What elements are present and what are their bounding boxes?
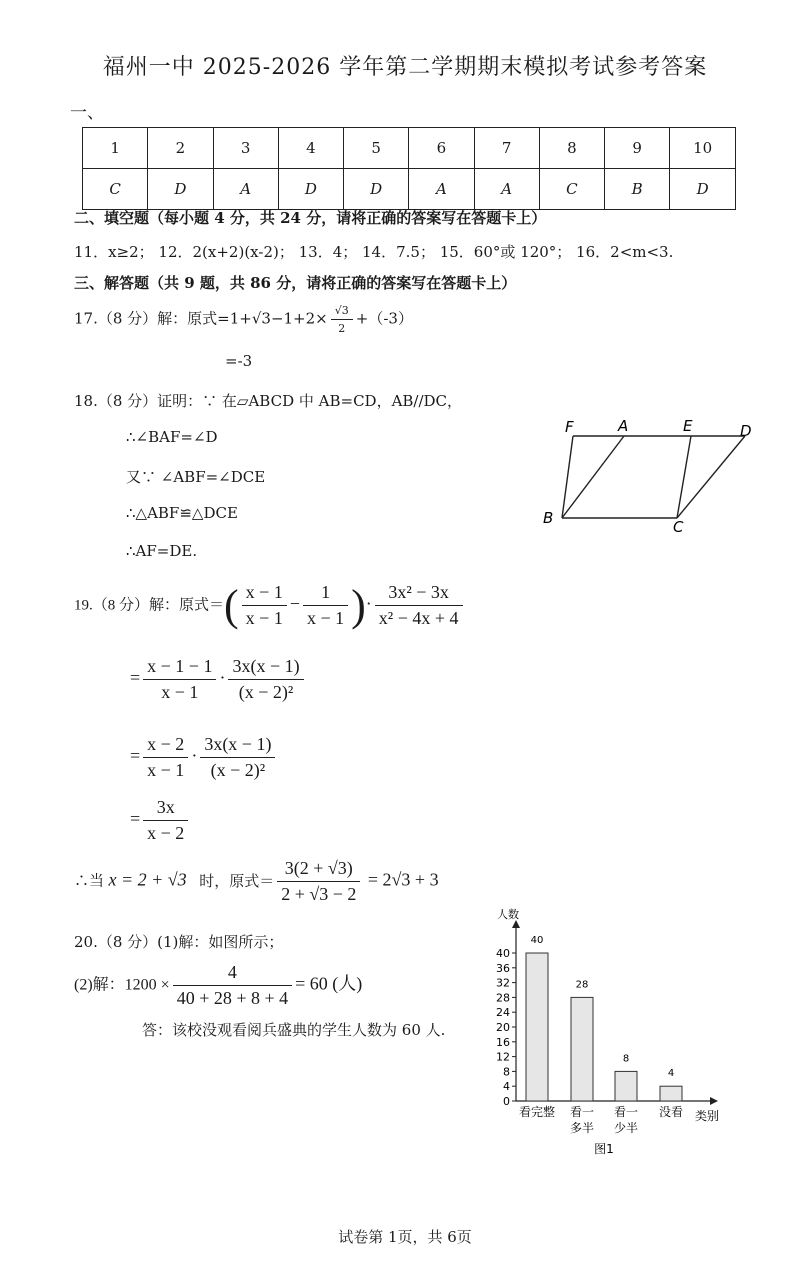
fraction bbox=[228, 656, 303, 703]
fraction-denominator: x − 1 bbox=[245, 608, 283, 628]
q19-final-prefix: ∴当 bbox=[74, 873, 105, 890]
chart-ylabel: 人数 bbox=[497, 908, 519, 921]
table-cell: 2 bbox=[148, 128, 213, 169]
fraction-denominator: x − 1 bbox=[161, 682, 199, 702]
table-cell: A bbox=[474, 169, 539, 210]
y-tick-label: 12 bbox=[496, 1050, 510, 1064]
y-tick-label: 4 bbox=[503, 1080, 510, 1094]
q17-line bbox=[74, 304, 413, 335]
q19-final-mid: 时，原式＝ bbox=[199, 873, 275, 890]
y-tick-label: 0 bbox=[503, 1095, 510, 1108]
x-axis-arrow bbox=[710, 1097, 718, 1105]
fraction bbox=[242, 582, 287, 629]
label-d: D bbox=[740, 422, 752, 440]
q20-line1: 20.（8 分）(1)解：如图所示； bbox=[74, 933, 284, 951]
chart-title: 图1 bbox=[594, 1142, 614, 1156]
paren-left: ( bbox=[224, 581, 239, 630]
y-tick-label: 36 bbox=[496, 961, 510, 975]
q18-line3: 又∵ ∠ABF=∠DCE bbox=[126, 468, 266, 486]
fraction-denominator: x² − 4x + 4 bbox=[378, 608, 459, 628]
y-axis-arrow bbox=[512, 920, 520, 928]
segment-ce bbox=[677, 436, 691, 518]
y-tick-label: 28 bbox=[496, 991, 510, 1005]
table-cell: B bbox=[605, 169, 670, 210]
table-row-answers bbox=[83, 169, 736, 210]
q19-step2: = $\frac{x - 2}{x - 1}$ · $\frac{3x(x - 1)}{\text{(x − 2)²}}$ bbox=[130, 734, 278, 781]
table-cell: 3 bbox=[213, 128, 278, 169]
y-tick-label: 24 bbox=[496, 1006, 510, 1020]
q19-final bbox=[74, 858, 439, 905]
bar bbox=[660, 1086, 682, 1101]
table-cell: D bbox=[278, 169, 343, 210]
section2-answers: 11．x≥2； 12．2(x+2)(x-2)； 13．4； 14．7.5； 15．60°或 120°； 16．2<m<3. bbox=[74, 243, 674, 261]
fraction bbox=[277, 858, 360, 905]
table-cell: 4 bbox=[278, 128, 343, 169]
bar-value-label: 40 bbox=[530, 935, 544, 946]
table-cell: 6 bbox=[409, 128, 474, 169]
fraction-denominator: 40 + 28 + 8 + 4 bbox=[176, 988, 289, 1008]
q20-prefix: (2)解：1200 × bbox=[74, 976, 170, 994]
table-cell: C bbox=[83, 169, 148, 210]
table-cell: D bbox=[670, 169, 736, 210]
fraction-denominator: 2 bbox=[338, 322, 346, 335]
fraction-denominator: 2 + √3 − 2 bbox=[281, 884, 357, 904]
table-cell: 1 bbox=[83, 128, 148, 169]
q17-prefix: 17.（8 分）解：原式=1+√3−1+2× bbox=[74, 309, 328, 328]
label-f: F bbox=[565, 418, 574, 436]
table-cell: 8 bbox=[539, 128, 604, 169]
fraction-numerator: 3x bbox=[143, 797, 188, 821]
label-b: B bbox=[543, 509, 554, 527]
x-tick-label: 看一 bbox=[613, 1105, 639, 1119]
q19-step1: = $\frac{x - 1 - 1}{x - 1}$ · $\frac{3x(x - 1)}{\text{(x − 2)²}}$ bbox=[130, 656, 307, 703]
section1-label: 一、 bbox=[70, 103, 104, 123]
q20-answer: 答：该校没观看阅兵盛典的学生人数为 60 人. bbox=[142, 1021, 446, 1039]
page-footer: 试卷第 1页，共 6页 bbox=[338, 1228, 472, 1246]
fraction-denominator: (x − 2)² bbox=[210, 760, 266, 780]
answer-table bbox=[82, 127, 736, 210]
label-e: E bbox=[683, 417, 693, 435]
table-cell: A bbox=[409, 169, 474, 210]
q18-line1: 18.（8 分）证明：∵ 在▱ABCD 中 AB=CD，AB//DC， bbox=[74, 392, 463, 410]
table-cell: 7 bbox=[474, 128, 539, 169]
fraction-denominator: x − 2 bbox=[147, 823, 185, 843]
fraction bbox=[173, 962, 292, 1009]
q19-final-x: x = 2 + √3 bbox=[108, 869, 187, 890]
table-row-numbers bbox=[83, 128, 736, 169]
bar-value-label: 4 bbox=[667, 1068, 675, 1080]
y-tick-label: 32 bbox=[496, 976, 510, 990]
x-tick-label: 少半 bbox=[613, 1121, 639, 1135]
y-tick-label: 20 bbox=[496, 1021, 510, 1034]
fraction-numerator: x − 1 bbox=[242, 582, 287, 606]
fraction-numerator: 3x(x − 1) bbox=[200, 734, 275, 758]
q17-fraction bbox=[331, 304, 353, 335]
table-cell: D bbox=[344, 169, 409, 210]
bar-value-label: 28 bbox=[575, 979, 589, 991]
table-cell: C bbox=[539, 169, 604, 210]
bar-chart bbox=[470, 900, 740, 1165]
fraction bbox=[143, 656, 216, 703]
q19-line0: 19.（8 分）解：原式＝( $\frac{x - 1}{x - 1}$ − $\frac{1}{x - 1}$ )· $\frac{\text{3x² − 3x}}{\text{x² − 4x + 4}}$ bbox=[74, 580, 466, 631]
fraction-denominator: x − 1 bbox=[306, 608, 345, 628]
fraction-numerator: 3x(x − 1) bbox=[228, 656, 303, 680]
parallelogram-figure bbox=[535, 412, 760, 537]
fraction bbox=[143, 734, 188, 781]
chart-xlabel: 类别 bbox=[695, 1109, 720, 1123]
bar bbox=[615, 1071, 637, 1101]
q20-suffix: = 60 (人) bbox=[295, 973, 363, 994]
fraction-numerator: √3 bbox=[331, 304, 353, 320]
bar-value-label: 8 bbox=[622, 1053, 630, 1065]
fraction bbox=[303, 582, 348, 629]
page-title: 福州一中 2025-2026 学年第二学期期末模拟考试参考答案 bbox=[102, 55, 708, 80]
table-cell: A bbox=[213, 169, 278, 210]
fraction-numerator: 1 bbox=[303, 582, 348, 606]
table-cell: 9 bbox=[605, 128, 670, 169]
fraction bbox=[375, 582, 463, 629]
x-tick-label: 多半 bbox=[569, 1121, 595, 1135]
q19-final-result: = 2√3 + 3 bbox=[367, 869, 439, 890]
table-cell: 10 bbox=[670, 128, 736, 169]
fraction-numerator: 4 bbox=[173, 962, 292, 986]
table-cell: 5 bbox=[344, 128, 409, 169]
x-tick-label: 看一 bbox=[569, 1105, 595, 1119]
q18-line4: ∴△ABF≌△DCE bbox=[126, 504, 238, 522]
fraction-numerator: x − 1 − 1 bbox=[143, 656, 216, 680]
q18-line5: ∴AF=DE. bbox=[126, 542, 198, 560]
x-tick-label: 没看 bbox=[658, 1105, 684, 1119]
y-tick-label: 8 bbox=[503, 1065, 510, 1079]
fraction-denominator: (x − 2)² bbox=[238, 682, 294, 702]
q19-step3: = $\frac{3x}{x - 2}$ bbox=[130, 797, 191, 844]
bar bbox=[571, 997, 593, 1101]
y-tick-label: 40 bbox=[496, 947, 510, 960]
q17-result: =-3 bbox=[225, 352, 253, 370]
fraction-denominator: x − 1 bbox=[147, 760, 185, 780]
label-c: C bbox=[673, 518, 684, 536]
q19-prefix: 19.（8 分）解：原式＝ bbox=[74, 597, 225, 614]
x-tick-label: 看完整 bbox=[518, 1105, 556, 1119]
fraction-numerator: 3x² − 3x bbox=[375, 582, 463, 606]
q18-line2: ∴∠BAF=∠D bbox=[126, 428, 218, 446]
section2-heading: 二、填空题（每小题 4 分，共 24 分，请将正确的答案写在答题卡上） bbox=[74, 209, 547, 227]
fraction-numerator: x − 2 bbox=[143, 734, 188, 758]
label-a: A bbox=[618, 417, 629, 435]
fraction-numerator: 3(2 + √3) bbox=[277, 858, 360, 882]
table-cell: D bbox=[148, 169, 213, 210]
fraction bbox=[200, 734, 275, 781]
q20-line2 bbox=[74, 962, 362, 1009]
section3-heading: 三、解答题（共 9 题，共 86 分，请将正确的答案写在答题卡上） bbox=[74, 274, 517, 292]
minus-sign: − bbox=[289, 593, 300, 614]
q17-suffix: +（-3） bbox=[355, 309, 413, 328]
bar bbox=[526, 953, 548, 1101]
y-tick-label: 16 bbox=[496, 1035, 510, 1049]
paren-right: ) bbox=[351, 581, 366, 630]
fraction bbox=[143, 797, 188, 844]
segment-cd bbox=[677, 436, 745, 518]
